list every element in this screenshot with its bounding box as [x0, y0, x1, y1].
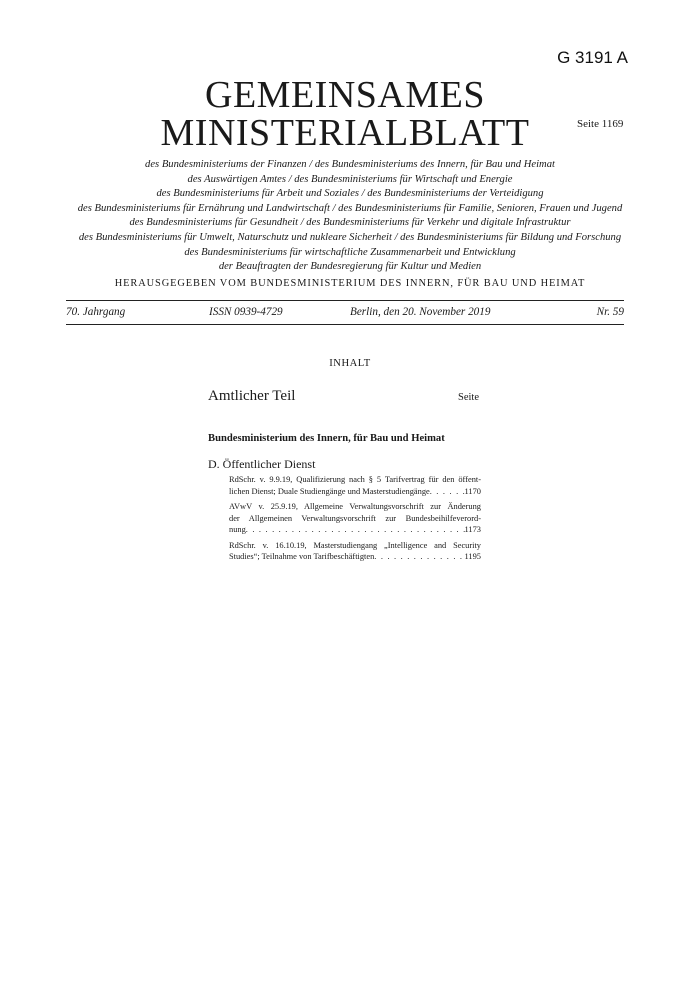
subsection-heading: D. Öffentlicher Dienst	[208, 457, 316, 471]
ministries-line: des Bundesministeriums der Finanzen / des Bundesministeriums des Innern, für Bau und Heimat	[145, 159, 555, 170]
leader-dots	[430, 486, 465, 498]
toc-entry-text: der Allgemeinen Verwaltungsvorschrift zur Bundesbeihilfeverord-	[229, 513, 481, 523]
publisher-line: HERAUSGEGEBEN VOM BUNDESMINISTERIUM DES INNERN, FÜR BAU UND HEIMAT	[114, 278, 586, 289]
toc-entry[interactable]	[229, 540, 481, 563]
toc-entry[interactable]	[229, 474, 481, 497]
toc-entry-page: 1170	[464, 486, 481, 496]
ministries-line: des Bundesministeriums für Ernährung und Landwirtschaft / des Bundesministeriums für Familie, Senioren, Frauen und Jugend	[77, 202, 623, 214]
leader-dots	[374, 551, 464, 563]
journal-title-line1: GEMEINSAMES	[205, 74, 485, 116]
issue-info	[66, 306, 624, 322]
toc-entry-text: Studies“; Teilnahme von Tarifbeschäftigten	[229, 552, 375, 561]
ministries-list	[40, 158, 660, 275]
section-title: Amtlicher Teil	[208, 388, 296, 404]
ministries-line: des Bundesministeriums für Gesundheit / des Bundesministeriums für Verkehr und digitale Infrastruktur	[129, 217, 571, 229]
journal-title-line2: MINISTERIALBLATT	[160, 112, 530, 154]
rule-bottom	[66, 324, 624, 325]
toc-entry-page: 1173	[464, 525, 481, 534]
page-column-label: Seite	[458, 392, 479, 403]
toc-entry[interactable]	[229, 501, 481, 536]
issue-number: Nr. 59	[596, 306, 624, 318]
issn: ISSN 0939-4729	[209, 306, 283, 318]
toc-entry-text: RdSchr. v. 16.10.19, Masterstudiengang „Intelligence and Security	[229, 540, 481, 550]
page-number: Seite 1169	[577, 118, 624, 130]
ministries-line: des Bundesministeriums für Arbeit und Soziales / des Bundesministeriums der Verteidigung	[156, 188, 544, 200]
toc-entry-text: lichen Dienst; Duale Studiengänge und Masterstudiengänge	[229, 486, 430, 496]
volume: 70. Jahrgang	[66, 306, 126, 318]
publication-code: G 3191 A	[557, 48, 628, 67]
leader-dots	[246, 524, 465, 536]
toc-entries	[229, 474, 481, 567]
toc-entry-text: RdSchr. v. 9.9.19, Qualifizierung nach § 5 Tarifvertrag für den öffent-	[229, 475, 481, 484]
toc-heading: INHALT	[329, 358, 371, 369]
ministries-line: des Bundesministeriums für wirtschaftliche Zusammenarbeit und Entwicklung	[184, 246, 516, 258]
rule-top	[66, 300, 624, 301]
ministry-heading: Bundesministerium des Innern, für Bau und Heimat	[208, 433, 445, 444]
toc-entry-text: AVwV v. 25.9.19, Allgemeine Verwaltungsvorschrift zur Änderung	[229, 502, 481, 511]
toc-entry-text: nung	[229, 525, 246, 534]
issue-date: Berlin, den 20. November 2019	[350, 306, 491, 318]
toc-entry-page: 1195	[464, 552, 481, 561]
ministries-line: des Auswärtigen Amtes / des Bundesministeriums für Wirtschaft und Energie	[187, 173, 513, 185]
ministries-line: des Bundesministeriums für Umwelt, Naturschutz und nukleare Sicherheit / des Bundesministeriums für Bildung und Forschung	[78, 231, 622, 243]
ministries-line: der Beauftragten der Bundesregierung für Kultur und Medien	[218, 261, 482, 273]
